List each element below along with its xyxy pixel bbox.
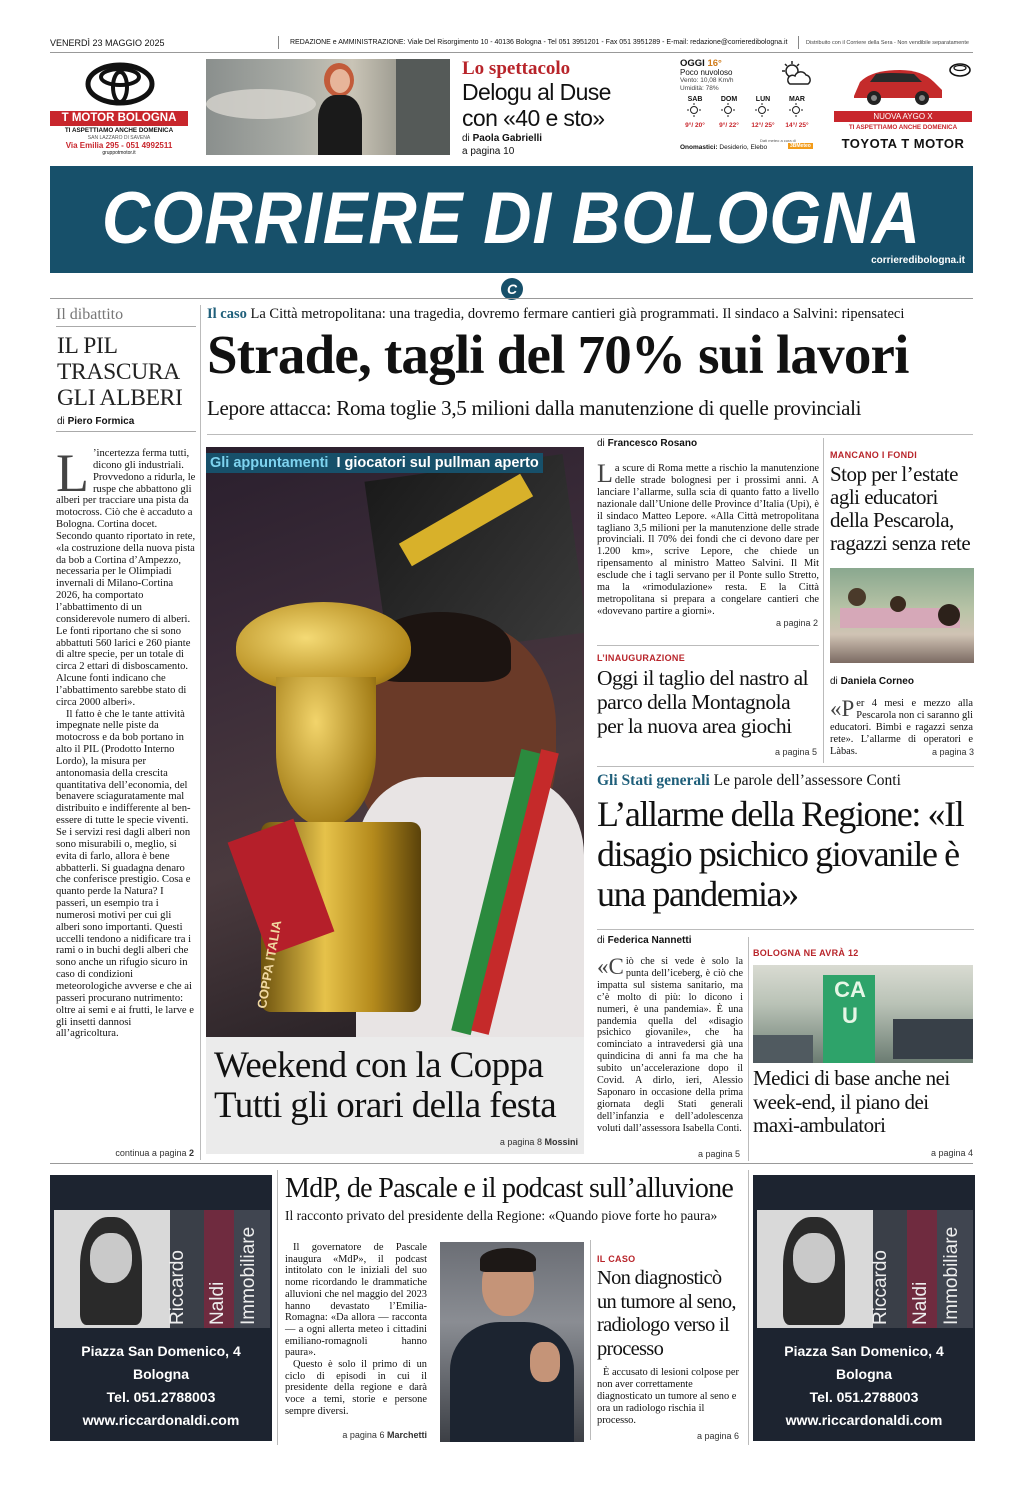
naldi-site: www.riccardonaldi.com <box>785 1412 943 1428</box>
lead-text: a scure di Roma mette a rischio la manutenzione delle strade bolognesi per i prossimi anni. A lanciare l’allarme, sulla scia di quanto fatto a livello nazionale dall’Unione delle Province d’Italia (Upi), è il sindaco Matteo Lepore. «Alla Città metropolitana tagliano 3,5 milioni per la manutenzione delle strade provinciali. Il 70% dei fondi che ci devono dare per 1.200 km», scrive Lepore, che chiede un ripensamento al ministro Matteo Salvini. Il Mit esclude che i tagli servano per il Ponte sullo Stretto, ma la «rimodulazione» resta. E la Città metropolitana si prepara a congelare cantieri che «dovevano partire a giorni». <box>597 463 819 617</box>
naldi-address: Piazza San Domenico, 4 <box>81 1343 241 1359</box>
depascale-article[interactable] <box>285 1172 745 1444</box>
tmotor-ad[interactable] <box>50 58 190 154</box>
promo-kicker: Lo spettacolo <box>462 58 571 79</box>
radiologo-text: È accusato di lesioni colpose per non aver correttamente diagnosticato un tumore al seno e ora un radiologo rischia il processo. <box>597 1367 739 1426</box>
top-bar <box>50 38 973 50</box>
promo-title-2: con «40 e sto» <box>462 105 605 131</box>
naldi-ad-right[interactable] <box>753 1175 975 1441</box>
partly-cloudy-icon <box>789 103 805 117</box>
naldi-site: www.riccardonaldi.com <box>82 1412 240 1428</box>
educatori-article[interactable] <box>830 450 974 762</box>
coppa-label: COPPA ITALIA <box>254 919 285 1010</box>
tmotor-brand: T MOTOR BOLOGNA <box>50 111 188 126</box>
coppa-tag-1: Gli appuntamenti <box>210 455 329 471</box>
regione-author: Federica Nannetti <box>607 935 692 946</box>
dibattito-title: IL PIL TRASCURA GLI ALBERI <box>57 333 183 411</box>
naldi-address: Piazza San Domenico, 4 <box>784 1343 944 1359</box>
page-prefix: a pagina <box>499 1137 535 1147</box>
promo-page: a pagina 10 <box>462 146 515 157</box>
weather-day <box>780 96 814 129</box>
promo-author: Paola Gabrielli <box>472 133 543 144</box>
promo-title-1: Delogu al Duse <box>462 79 611 105</box>
weather-day-temp: 14°/ 25° <box>785 122 809 129</box>
weather-condition: Poco nuvoloso <box>680 68 733 77</box>
weather-day-temp: 9°/ 20° <box>685 122 705 129</box>
lead-headline: Strade, tagli del 70% sui lavori <box>207 324 909 385</box>
weather-box <box>678 58 818 158</box>
medici-photo <box>753 965 973 1063</box>
lead-kicker-text: La Città metropolitana: una tragedia, dovremo fermare cantieri già programmati. Il sindaco a Salvini: ripensateci <box>250 306 905 322</box>
partly-cloudy-icon <box>780 60 812 88</box>
date: VENERDÌ 23 MAGGIO 2025 <box>50 38 165 48</box>
naldi-city: Bologna <box>133 1366 189 1382</box>
medici-article[interactable] <box>753 948 975 1160</box>
lead-kicker: Il caso <box>207 306 247 322</box>
dibattito-author: Piero Formica <box>67 416 135 427</box>
educatori-kicker: MANCANO I FONDI <box>830 450 917 460</box>
tmotor-line2: SAN LAZZARO DI SAVENA <box>87 135 151 141</box>
weather-day <box>746 96 780 129</box>
lead-page[interactable]: a pagina 2 <box>775 618 818 628</box>
radiologo-page: a pagina 6 <box>696 1431 739 1441</box>
byline-prefix: di <box>597 935 605 946</box>
radiologo-kicker: IL CASO <box>597 1254 636 1264</box>
naldi-ad-left[interactable] <box>50 1175 272 1441</box>
masthead-title: CORRIERE DI BOLOGNA <box>101 177 922 260</box>
weather-source: Dati meteo a cura di <box>760 138 796 143</box>
weather-day-name: MAR <box>789 96 805 103</box>
toyota-logo-icon <box>85 62 155 106</box>
regione-kicker: Gli Stati generali <box>597 772 710 789</box>
regione-headline: L’allarme della Regione: «Il disagio psichico giovanile è una pandemia» <box>597 794 964 914</box>
dibattito-body <box>56 448 196 1150</box>
regione-body[interactable] <box>597 935 743 1157</box>
partly-cloudy-icon <box>721 103 737 117</box>
masthead-site[interactable]: corrieredibologna.it <box>871 255 965 266</box>
dibattito-continue[interactable] <box>56 1148 194 1158</box>
dp-photo <box>440 1242 584 1442</box>
tmotor-line1: TI ASPETTIAMO ANCHE DOMENICA <box>64 127 174 134</box>
byline-prefix: di <box>57 416 65 427</box>
weather-source-brand: 3BMeteo <box>790 143 811 149</box>
regione-text: iò che si vede è solo la punta dell’iceberg, è ciò che impatta sul sistema sanitario, ma c’è molto di più: lo dicono i numeri, è una pandemia». È una pandemia quella del «disagio psichico giovanile», che ha cominciato a intravedersi già una quindicina di anni fa ma che ha subito un’accelerazione dopo il Covid. A dirlo, ieri, Alessio Saponaro in occasione della prima giornata degli Stati generali dell’infanzia e dell’adolescenza voluti dall’assessora Isabella Conti. <box>597 956 743 1134</box>
dropcap: «P <box>830 696 855 721</box>
regione-article[interactable] <box>597 772 977 932</box>
lead-subhead: Lepore attacca: Roma toglie 3,5 milioni dalla manutenzione di quelle provinciali <box>207 396 862 420</box>
naldi-city: Bologna <box>836 1366 892 1382</box>
weather-day <box>712 96 746 129</box>
continue-label: continua a pagina <box>115 1148 187 1158</box>
corriere-seal-icon: C <box>501 278 523 300</box>
medici-title: Medici di base anche nei week-end, il piano dei maxi-ambulatori <box>753 1066 950 1137</box>
coppa-author: Mossini <box>544 1137 578 1147</box>
dp-text: Il governatore de Pascale inaugura «MdP», il podcast intitolato con le iniziali del suo nome ricordando le drammatiche alluvioni che nel maggio del 2023 hanno devastato l’Emilia-Romagna: «Da allora — racconta — a ogni allerta meteo i cittadini emiliano-romagnoli hanno paura». <box>285 1242 427 1359</box>
naldi-v3: Immobiliare <box>238 1226 259 1325</box>
radiologo-title: Non diagnosticò un tumore al seno, radiologo verso il processo <box>597 1267 736 1360</box>
radiologo-article[interactable] <box>597 1254 742 1441</box>
educatori-page: a pagina 3 <box>931 747 974 757</box>
naldi-v2: Naldi <box>910 1281 931 1325</box>
inaugurazione-page: a pagina 5 <box>774 747 817 757</box>
weather-today-label: OGGI <box>680 58 705 69</box>
aygo-line: TI ASPETTIAMO ANCHE DOMENICA <box>848 124 958 131</box>
cau-sign: CAU <box>834 977 866 1028</box>
weather-day-name: SAB <box>687 96 703 103</box>
inaugurazione-title: Oggi il taglio del nastro al parco della Montagnola per la nuova area giochi <box>597 666 809 738</box>
byline-prefix: di <box>830 676 838 687</box>
sun-icon <box>687 103 703 117</box>
lead-body[interactable] <box>597 438 819 638</box>
weather-day-name: LUN <box>755 96 771 103</box>
weather-wind: Vento: 10,08 Km/h <box>680 77 734 84</box>
onomastici-names: Desiderio, Elebo <box>719 144 768 151</box>
naldi-v2: Naldi <box>207 1281 228 1325</box>
weather-day-name: DOM <box>720 96 738 103</box>
coppa-headline-2: Tutti gli orari della festa <box>214 1085 557 1126</box>
onomastici-label: Onomastici: <box>680 144 718 151</box>
weather-today-temp: 16° <box>707 58 722 69</box>
dp-author: Marchetti <box>386 1430 427 1440</box>
tmotor-site: gruppotmotor.it <box>102 150 136 156</box>
regione-kicker-text: Le parole dell’assessore Conti <box>713 772 901 789</box>
dibattito-text: ’incertezza ferma tutti, dicono gli industriali. Provvedono a ridurla, le ruspe che abbattono gli alberi per tracciare una pista da motocross. Ciò che è accaduto a Bologna. Cortina docet. Secondo quanto riportato in rete, «la costruzione della nuova pista da bob a Cortina d’Ampezzo, necessaria per le Olimpiadi invernali di Milano-Cortina 2026, ha comportato l’abbattimento di un considerevole numero di alberi. Le fonti riportano che si sono abbattuti 560 larici e 260 piante di altre specie, per un totale di circa 2 ettari di disboscamento. Alcune fonti indicano che l’abbattimento sarebbe stato di circa 2000 alberi». <box>56 448 196 708</box>
lead-author: Francesco Rosano <box>607 438 698 449</box>
dp-subhead: Il racconto privato del presidente della Regione: «Quando piove forte ho paura» <box>285 1208 718 1223</box>
naldi-v1: Riccardo <box>870 1250 891 1325</box>
dp-text-2: Questo è solo il primo di un ciclo di episodi in cui il presidente della regione e darà voce a temi, storie e persone sempre diversi. <box>285 1359 427 1417</box>
dropcap: L <box>56 448 89 503</box>
distribution-note: Distribuito con il Corriere della Sera - Non vendibile separatamente <box>806 40 969 46</box>
naldi-v1: Riccardo <box>167 1250 188 1325</box>
byline-prefix: di <box>462 133 470 144</box>
continue-page: 2 <box>188 1148 194 1158</box>
educatori-title: Stop per l’estate agli educatori della Pescarola, ragazzi senza rete <box>830 462 971 555</box>
dp-headline: MdP, de Pascale e il podcast sull’alluvione <box>285 1173 734 1204</box>
weather-day-temp: 9°/ 22° <box>719 122 739 129</box>
page-number: 8 <box>536 1137 542 1147</box>
partly-cloudy-icon <box>755 103 771 117</box>
byline-prefix: di <box>597 438 605 449</box>
weather-humidity: Umidità: 78% <box>680 85 719 92</box>
aygo-ad[interactable] <box>834 58 974 158</box>
car-icon <box>850 64 944 106</box>
page-number: 6 <box>379 1430 385 1440</box>
dibattito-text-2: Il fatto è che le tante attività impegnate nelle piste da motocross e da bob portano in alto il PIL (Prodotto Interno Lordo), la misura per antonomasia della crescita quantitativa dell’economia, del benavere sciaguratamente mal distribuito e indifferente al ben-essere di tutte le specie viventi. Se i servizi resi dagli alberi non sono misurabili o, meglio, si evita di farlo, allora è bene abbatterli. Si guadagna denaro che conferisce prestigio. Cosa e quanto perde la Natura? I passeri, un esempio tra i numerosi motivi per cui gli alberi sono importanti. Questi uccelli tendono a nidificare tra i rami o in buchi degli alberi che sono anche un rifugio sicuro in caso di condizioni meteorologiche avverse e che ai passeri procurano nutrimento: oltre ai semi e ai frutti, le larve e gli insetti dannosi all’agricoltura. <box>56 708 194 1040</box>
address: REDAZIONE e AMMINISTRAZIONE: Viale Del Risorgimento 10 - 40136 Bologna - Tel 051 3951201 - Fax 051 3951289 - E-mail: redazione@corrieredibologna.it <box>290 39 788 46</box>
weather-day <box>678 96 712 129</box>
naldi-v3: Immobiliare <box>941 1226 962 1325</box>
dropcap: «C <box>597 954 624 979</box>
inaugurazione-article[interactable] <box>597 653 819 763</box>
coppa-story[interactable] <box>206 447 584 1154</box>
coppa-tag-2: I giocatori sul pullman aperto <box>336 455 539 471</box>
aygo-model: NUOVA AYGO X <box>834 111 972 122</box>
coppa-headline-1: Weekend con la Coppa <box>214 1045 544 1086</box>
coppa-tag <box>206 453 543 473</box>
medici-page: a pagina 4 <box>930 1148 973 1158</box>
coppa-photo <box>206 447 584 1037</box>
weather-day-temp: 12°/ 25° <box>751 122 775 129</box>
educatori-text: er 4 mesi e mezzo alla Pescarola non ci saranno gli educatori. Bimbi e ragazzi senza rete». L’allarme di operatori e Làbas. <box>830 698 973 757</box>
promo-story[interactable] <box>462 58 662 158</box>
educatori-photo <box>830 568 974 663</box>
masthead[interactable] <box>50 166 973 273</box>
naldi-tel: Tel. 051.2788003 <box>809 1389 919 1405</box>
toyota-small-logo-icon <box>948 62 972 78</box>
dibattito-kicker: Il dibattito <box>56 306 124 323</box>
naldi-tel: Tel. 051.2788003 <box>106 1389 216 1405</box>
page-prefix: a pagina <box>342 1430 377 1440</box>
inaugurazione-kicker: L’INAUGURAZIONE <box>597 653 686 663</box>
promo-photo[interactable] <box>206 59 450 155</box>
educatori-author: Daniela Corneo <box>840 676 914 687</box>
dropcap: L <box>597 459 613 488</box>
aygo-brand: TOYOTA T MOTOR <box>841 136 965 151</box>
tmotor-line3: Via Emilia 295 - 051 4992511 <box>65 141 173 150</box>
regione-page: a pagina 5 <box>697 1149 740 1159</box>
medici-kicker: BOLOGNA NE AVRÀ 12 <box>753 948 859 958</box>
